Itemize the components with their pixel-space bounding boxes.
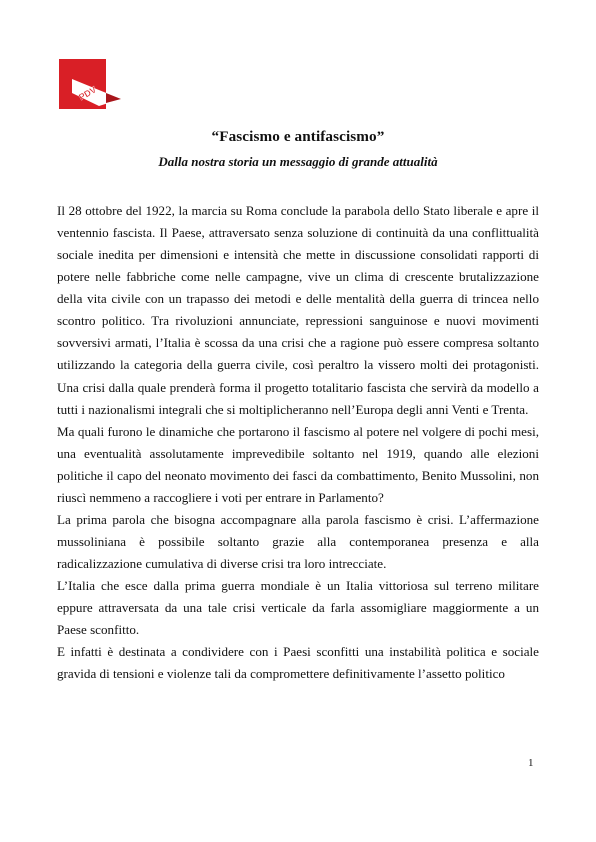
document-title: “Fascismo e antifascismo”	[211, 128, 385, 145]
logo-band-shadow	[106, 93, 121, 103]
body-paragraph: E infatti è destinata a condividere con i Paesi sconfitti una instabilità politica e sociale gravida di tensioni e violenze tali da compromettere definitivamente l’assetto politico	[57, 644, 539, 682]
body-paragraph: Il 28 ottobre del 1922, la marcia su Roma conclude la parabola dello Stato liberale e apre il ventennio fascista. Il Paese, attraversato senza soluzione di continuità da una conflittualità sociale inedita per dimensioni e intensità che mette in discussione consolidati rapporti di potere nelle fabbriche come nelle campagne, vive un clima di crescente brutalizzazione della vita civile con un trapasso dei metodi e delle mentalità della guerra di trincea nello scontro politico. Tra rivoluzioni annunciate, repressioni sanguinose e nuovi movimenti sovversivi armati, l’Italia è scossa da una crisi che a ragione può essere compresa soltanto utilizzando la categoria della guerra civile, così peraltro la vissero molti dei protagonisti. Una crisi dalla quale prenderà forma il progetto totalitario fascista che servirà da modello a tutti i nazionalismi integrali che si moltiplicheranno nell’Europa degli anni Venti e Trenta.	[57, 203, 539, 417]
logo-text: PDV	[76, 84, 99, 103]
body-paragraph: La prima parola che bisogna accompagnare alla parola fascismo è crisi. L’affermazione mussoliniana è possibile soltanto grazie alla contemporanea presenza e alla radicalizzazione cumulativa di diverse crisi tra loro intrecciate.	[57, 511, 539, 571]
body-paragraph: Ma quali furono le dinamiche che portarono il fascismo al potere nel volgere di pochi mesi, una eventualità assolutamente imprevedibile soltanto nel 1919, quando alle elezioni politiche il capo del neonato movimento dei fasci da combattimento, Benito Mussolini, non riuscì nemmeno a raccogliere i voti per entrare in Parlamento?	[57, 423, 539, 505]
body-paragraph: L’Italia che esce dalla prima guerra mondiale è un Italia vittoriosa sul terreno militare eppure attraversata da una tale crisi verticale da farla assomigliare maggiormente a un Paese sconfitto.	[57, 578, 539, 638]
pdv-logo-graphic	[59, 59, 121, 109]
page-number: 1	[528, 757, 534, 769]
pdv-logo	[59, 59, 121, 109]
document-subtitle: Dalla nostra storia un messaggio di grande attualità	[158, 154, 438, 169]
document-body	[57, 200, 539, 685]
